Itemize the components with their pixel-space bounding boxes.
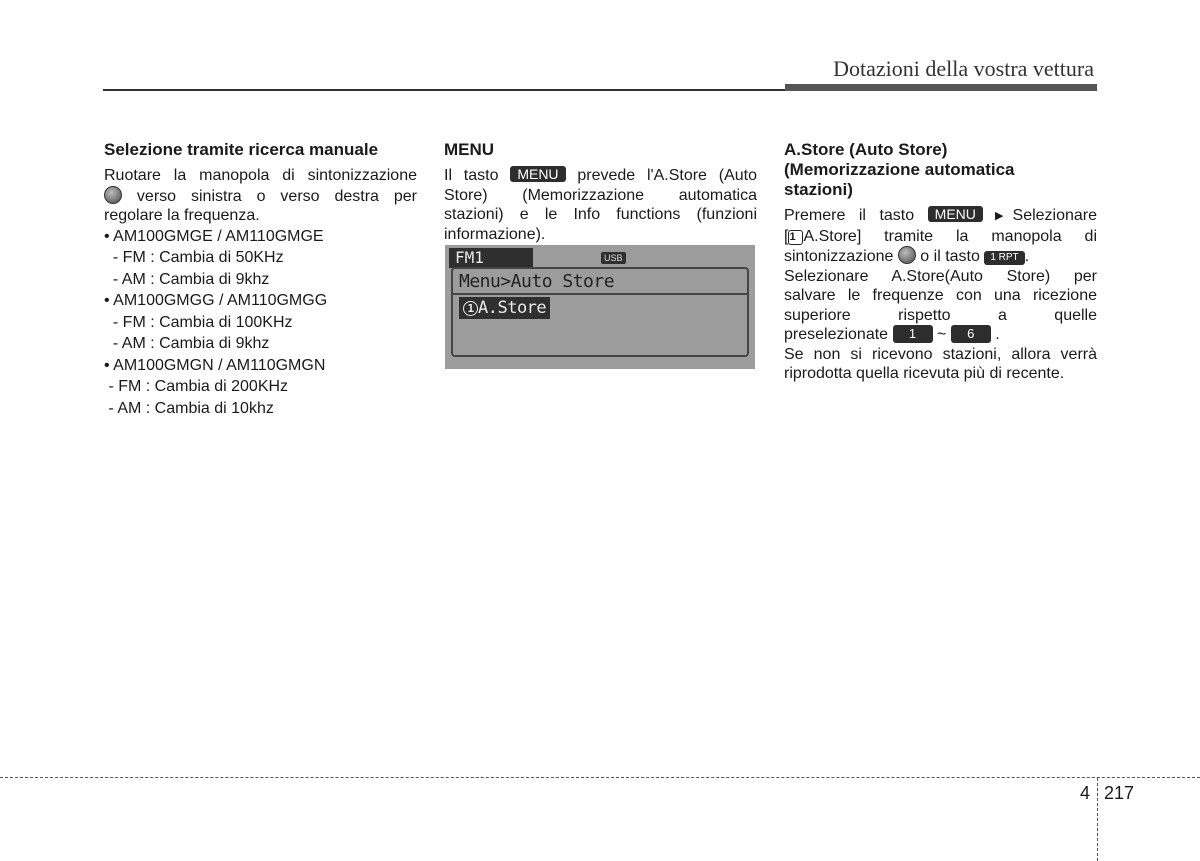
- menu-path: Menu>Auto Store: [459, 271, 615, 292]
- paragraph-line: Se non si ricevono stazioni, allora verrà: [784, 345, 1097, 363]
- preset-key-icon: 1: [893, 325, 933, 343]
- footer-divider: [0, 777, 1200, 778]
- section-heading: Selezione tramite ricerca manuale: [104, 140, 379, 159]
- usb-icon: USB: [601, 252, 626, 264]
- paragraph-line: superiore rispetto a quelle: [784, 306, 1097, 324]
- list-item: - AM : Cambia di 10khz: [104, 399, 274, 417]
- footer-divider-vertical: [1097, 778, 1098, 861]
- page-header-title: Dotazioni della vostra vettura: [833, 56, 1094, 81]
- menu-key-icon: MENU: [510, 166, 565, 182]
- preset-key-icon: 6: [951, 325, 991, 343]
- list-item: - FM : Cambia di 200KHz: [104, 378, 289, 395]
- section-manual-search: [104, 140, 417, 419]
- selected-menu-item: 1 A.Store: [459, 297, 550, 319]
- paragraph-line: Ruotare la manopola di sintonizzazione: [104, 167, 417, 184]
- paragraph-line: [1 A.Store] tramite la manopola di: [784, 227, 1097, 245]
- paragraph-line: informazione).: [444, 225, 546, 243]
- rpt-key-icon: 1 RPT: [984, 251, 1024, 265]
- number-one-icon: 1: [788, 230, 803, 245]
- chapter-number: 4: [1080, 783, 1091, 803]
- band-tab: FM1: [449, 248, 533, 268]
- list-item: • AM100GMGE / AM110GMGE: [104, 227, 324, 245]
- page-number: 217: [1104, 783, 1135, 803]
- arrow-right-icon: ▶: [982, 210, 1013, 222]
- paragraph-line: Store) (Memorizzazione automatica: [444, 186, 757, 204]
- list-item: - FM : Cambia di 100KHz: [104, 313, 293, 331]
- list-item: • AM100GMGN / AM110GMGN: [104, 356, 326, 374]
- paragraph-line: regolare la frequenza.: [104, 207, 260, 224]
- number-one-icon: 1: [463, 301, 478, 316]
- list-item: - FM : Cambia di 50KHz: [104, 249, 284, 266]
- list-item: - AM : Cambia di 9khz: [104, 335, 270, 352]
- header-rule-accent: [785, 84, 1097, 91]
- paragraph-line: salvare le frequenze con una ricezione: [784, 287, 1097, 304]
- paragraph-line: riprodotta quella ricevuta più di recente.: [784, 365, 1065, 382]
- display-divider: [453, 293, 747, 295]
- section-heading: A.Store (Auto Store) (Memorizzazione automatica stazioni): [784, 140, 1015, 199]
- paragraph-line: stazioni) e le Info functions (funzioni: [444, 206, 757, 223]
- paragraph-line: sintonizzazione o il tasto 1 RPT .: [784, 248, 1030, 265]
- display-panel: [451, 267, 749, 357]
- paragraph-line: Premere il tasto MENU ▶Selezionare: [784, 206, 1098, 224]
- menu-key-icon: MENU: [928, 206, 983, 222]
- radio-display-image: [445, 245, 755, 369]
- paragraph-line: preselezionate 1 ~ 6 .: [784, 326, 1000, 343]
- paragraph-line: verso sinistra o verso destra per: [104, 186, 417, 207]
- list-item: • AM100GMGG / AM110GMGG: [104, 292, 328, 309]
- section-heading: MENU: [444, 140, 495, 159]
- section-menu: [444, 140, 757, 244]
- section-auto-store: [784, 140, 1097, 384]
- paragraph-line: Selezionare A.Store(Auto Store) per: [784, 267, 1097, 285]
- tuning-knob-icon: [104, 186, 122, 204]
- list-item: - AM : Cambia di 9khz: [104, 270, 270, 288]
- tuning-knob-icon: [898, 246, 916, 264]
- model-list: [104, 226, 417, 420]
- paragraph-line: Il tasto MENU prevede l'A.Store (Auto: [444, 166, 758, 184]
- header-rule: [103, 89, 785, 91]
